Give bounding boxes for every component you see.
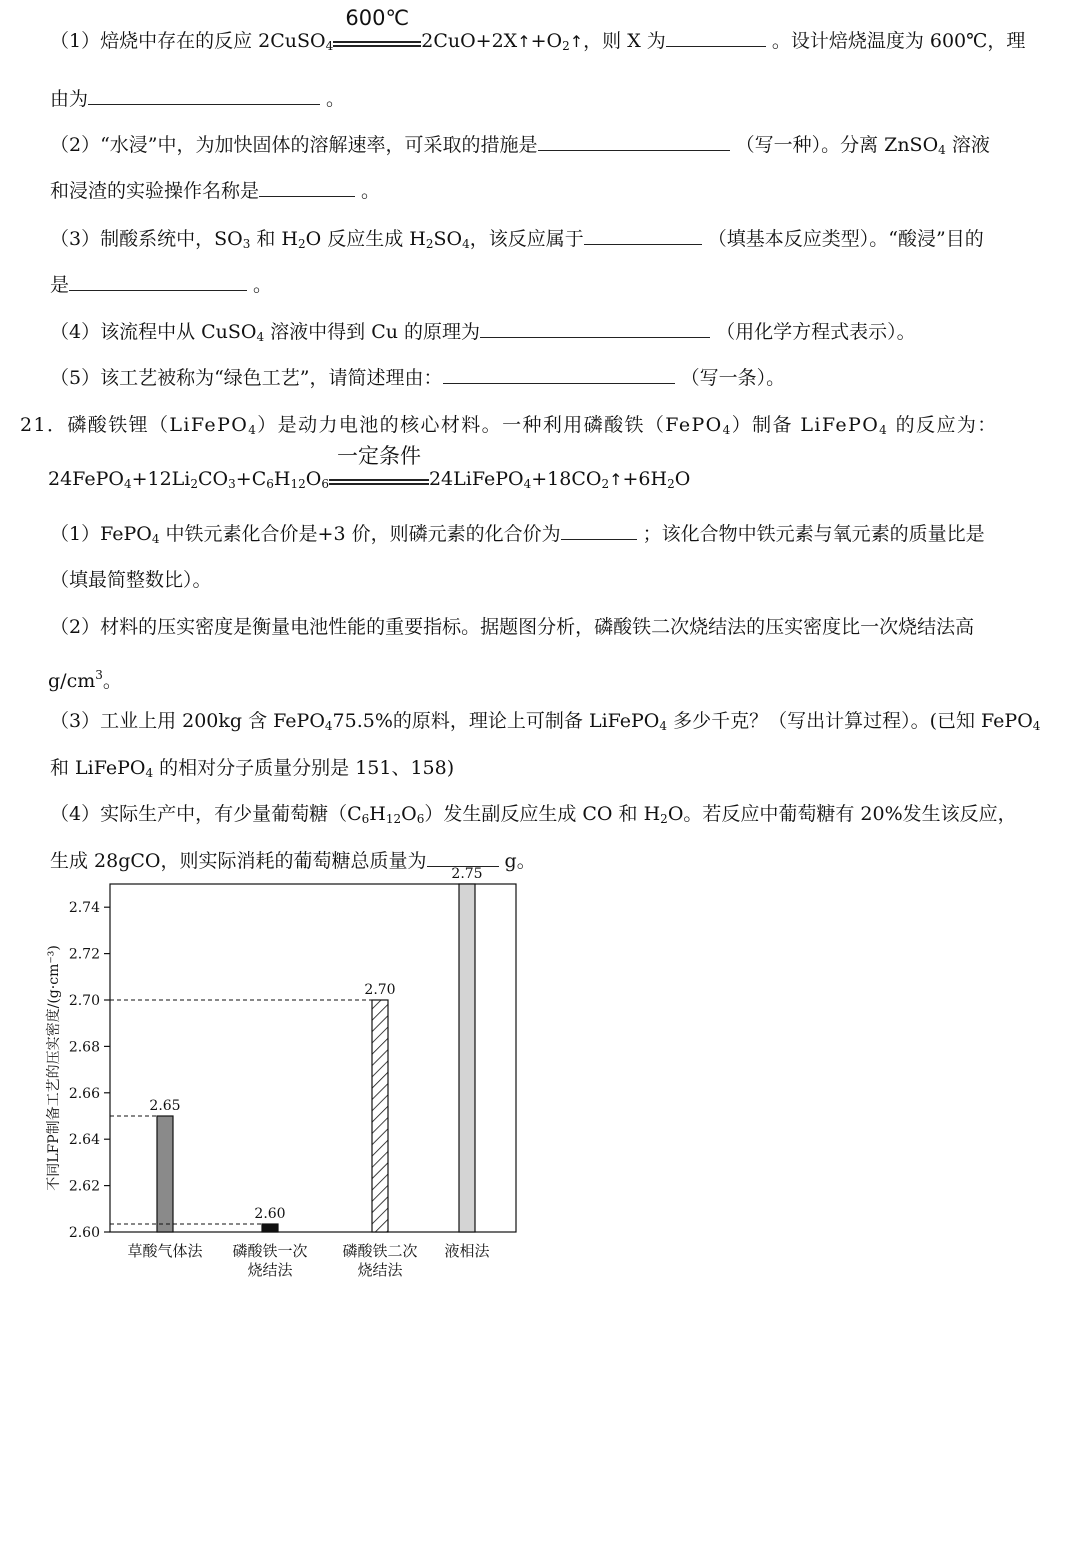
answer-blank[interactable] [88, 84, 320, 105]
q21-p1-line2: （填最简整数比）。 [50, 569, 212, 591]
x-category-label: 液相法 [444, 1242, 490, 1260]
q21-p4-line1: （4）实际生产中，有少量葡萄糖$(C_6H_{12}O_6)$发生副反应生成 CO 和 $H_2O$。若反应中葡萄糖有 20%发生该反应， [50, 803, 1017, 826]
bar [262, 1224, 278, 1232]
y-tick-label: 2.68 [68, 1039, 100, 1056]
q21-p3-line2: 和 LiFePO$_4$ 的相对分子质量分别是 151、158) [50, 757, 455, 780]
answer-blank[interactable] [584, 224, 702, 245]
q21-p1-line1: （1）FePO$_4$ 中铁元素化合价是+3 价，则磷元素的化合价为 ；该化合物中铁元素与氧元素的质量比是 [50, 519, 985, 554]
equals-bar [329, 479, 429, 485]
q20-p3-line2: 是 。 [50, 270, 272, 300]
q20-p4: （4）该流程中从 CuSO$_4$ 溶液中得到 Cu 的原理为 （用化学方程式表示）。 [50, 317, 916, 352]
q20-p2-line1: （2）“水浸”中，为加快固体的溶解速率，可采取的措施是 （写一种）。分离 ZnSO$_4$ 溶液 [50, 130, 990, 165]
reaction-condition: 一定条件 [329, 467, 429, 485]
y-tick-label: 2.60 [68, 1225, 100, 1241]
q21-p2-line1: （2）材料的压实密度是衡量电池性能的重要指标。据题图分析，磷酸铁二次烧结法的压实密度比一次烧结法高 [50, 616, 975, 638]
y-tick-label: 2.64 [68, 1132, 100, 1149]
answer-blank[interactable] [538, 130, 730, 151]
q20-p1-line1: （1）焙烧中存在的反应 2CuSO$_4$ 600℃ $2CuO+2X↑+O_2↑$，则 X 为 。设计焙烧温度为 600℃，理 [50, 6, 1026, 53]
equals-bar [333, 41, 421, 47]
answer-blank[interactable] [561, 519, 637, 540]
data-label: 2.60 [254, 1206, 286, 1222]
y-axis-label: 不同LFP制备工艺的压实密度/(g·cm⁻³) [46, 945, 62, 1191]
answer-blank[interactable] [480, 317, 710, 338]
x-category-label: 烧结法 [357, 1261, 403, 1279]
density-bar-chart [0, 860, 560, 1300]
up-arrow-icon: ↑ [569, 32, 584, 51]
bar [157, 1116, 173, 1232]
q21-p2-line2: $g/cm^3$。 [48, 668, 122, 692]
q21-p4-line2: 生成 28gCO，则实际消耗的葡萄糖总质量为 g。 [50, 846, 536, 876]
x-category-label: 草酸气体法 [127, 1242, 203, 1260]
q20-p1-line2: 由为 。 [50, 84, 345, 114]
answer-blank[interactable] [69, 270, 247, 291]
q20-p2-line2: 和浸渣的实验操作名称是 。 [50, 176, 380, 206]
answer-blank[interactable] [259, 176, 355, 197]
y-tick-label: 2.72 [68, 946, 100, 963]
data-label: 2.70 [364, 982, 396, 998]
q20-p5: （5）该工艺被称为“绿色工艺”，请简述理由： （写一条）。 [50, 363, 785, 393]
up-arrow-icon: ↑ [609, 470, 623, 489]
q20-p3-line1: （3）制酸系统中，$SO_3$ 和 $H_2O$ 反应生成 $H_2SO_4$，该反应属于 （填基本反应类型）。“酸浸”目的 [50, 224, 984, 259]
answer-blank[interactable] [443, 363, 675, 384]
q21-equation: $24FePO_4+12Li_2CO_3+C_6H_{12}O_6$ 一定条件 $24LiFePO_4+18CO_2↑+6H_2O$ [48, 444, 691, 491]
data-label: 2.65 [149, 1098, 181, 1114]
q21-p3-line1: （3）工业上用 200kg 含 FePO$_4$75.5%的原料，理论上可制备 LiFePO$_4$ 多少千克？（写出计算过程）。(已知 FePO$_4$ [50, 710, 1041, 733]
x-category-label: 烧结法 [247, 1261, 293, 1279]
y-tick-label: 2.62 [68, 1178, 100, 1195]
bar [372, 1000, 388, 1232]
y-tick-label: 2.74 [68, 900, 100, 917]
chart-plot-area [45, 866, 516, 1279]
q21-intro: 21．磷酸铁锂（LiFePO$_4$）是动力电池的核心材料。一种利用磷酸铁（FePO$_4$）制备 LiFePO$_4$ 的反应为： [20, 414, 998, 437]
y-tick-label: 2.66 [68, 1085, 100, 1102]
bar [459, 884, 475, 1232]
x-category-label: 磷酸铁一次 [232, 1242, 308, 1260]
answer-blank[interactable] [666, 26, 766, 47]
reaction-condition: 600℃ [333, 29, 421, 47]
data-label: 2.75 [451, 866, 483, 882]
y-tick-label: 2.70 [68, 993, 100, 1009]
up-arrow-icon: ↑ [517, 32, 531, 51]
x-category-label: 磷酸铁二次 [342, 1242, 418, 1260]
